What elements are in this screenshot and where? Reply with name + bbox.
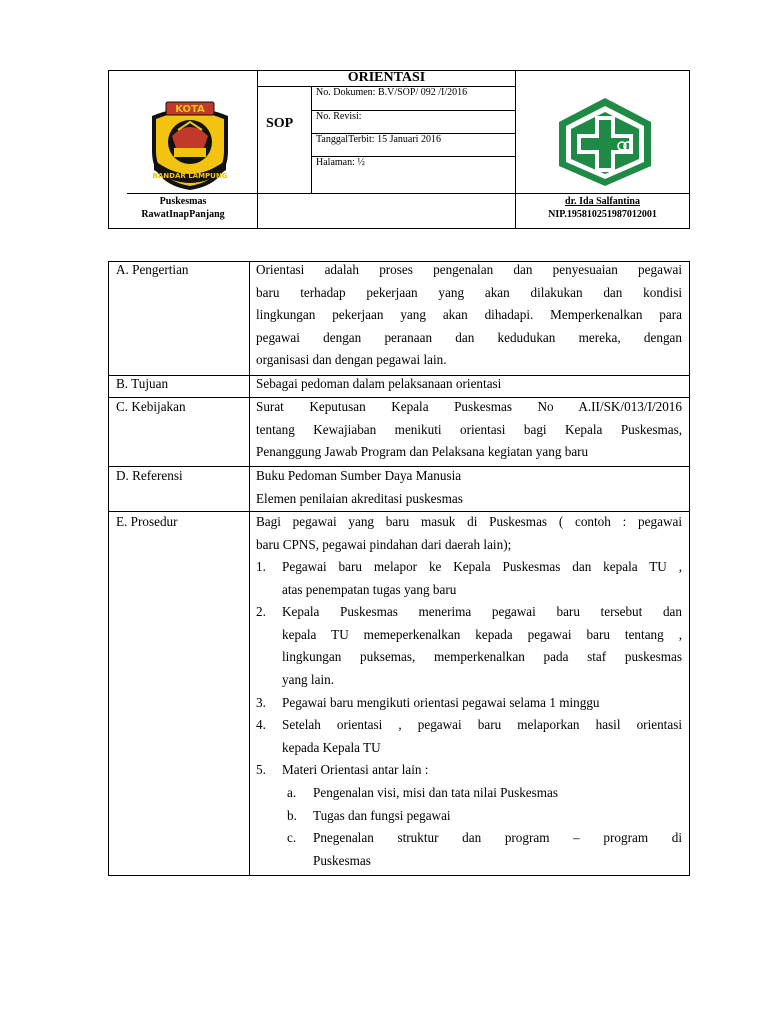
kebijakan-text	[256, 396, 682, 464]
org-name-line1: Puskesmas	[159, 196, 207, 207]
body-column-divider	[249, 261, 250, 876]
pengertian-line: Orientasi adalah proses pengenalan dan penyesuaian pegawai	[256, 262, 682, 277]
signer-name: dr. Ida Salfantina	[565, 196, 640, 207]
step-line: yang lain.	[282, 671, 335, 687]
header-border-right	[689, 70, 690, 229]
materi-line: Tugas dan fungsi pegawai	[313, 807, 451, 823]
prosedur-intro-line: Bagi pegawai yang baru masuk di Puskesmas ( contoh : pegawai	[256, 514, 682, 529]
body-border-left	[108, 261, 109, 876]
materi-item	[282, 782, 682, 805]
org-name	[109, 195, 257, 221]
pengertian-line: lingkungan pekerjaan yang akan dihadapi. Memperkenalkan para	[256, 307, 682, 323]
step-item	[256, 714, 682, 759]
prosedur-text	[256, 511, 682, 556]
step-item	[256, 556, 682, 601]
materi-item	[282, 827, 682, 872]
step-line: lingkungan puksemas, memperkenalkan pada staf puskesmas	[282, 649, 682, 665]
step-number: 5.	[256, 762, 266, 778]
emblem-ribbon-text: BANDAR LAMPUNG	[152, 172, 228, 180]
header-divider-1	[257, 70, 258, 229]
label-tujuan: B. Tujuan	[116, 376, 169, 391]
sop-cell-bottom	[257, 193, 515, 194]
referensi-line: Elemen penilaian akreditasi puskesmas	[256, 490, 463, 506]
step-number: 3.	[256, 694, 266, 710]
document-title: ORIENTASI	[347, 70, 426, 85]
label-referensi: D. Referensi	[116, 468, 183, 483]
pengertian-text	[256, 259, 682, 372]
emblem-top-text: KOTA	[175, 104, 205, 115]
tujuan-text: Sebagai pedoman dalam pelaksanaan orientasi	[256, 376, 502, 391]
org-name-line2: RawatInapPanjang	[141, 209, 225, 220]
revision-number: No. Revisi:	[316, 111, 362, 122]
puskesmas-logo-icon	[555, 96, 655, 188]
body-border-bottom	[108, 875, 690, 876]
issue-date: TanggalTerbit: 15 Januari 2016	[316, 134, 441, 145]
materi-sublist	[256, 782, 682, 872]
prosedur-intro-line: baru CPNS, pegawai pindahan dari daerah lain);	[256, 536, 512, 552]
step-item	[256, 601, 682, 691]
signer-nip: NIP.195810251987012001	[548, 209, 657, 220]
step-line: Pegawai baru melapor ke Kepala Puskesmas dan kepala TU ,	[282, 559, 682, 574]
step-line: Setelah orientasi , pegawai baru melaporkan hasil orientasi	[282, 717, 682, 733]
label-pengertian: A. Pengertian	[116, 262, 189, 277]
step-number: 1.	[256, 559, 266, 574]
header-border-bottom	[108, 228, 690, 229]
step-line: kepala TU memeperkenalkan kepada pegawai baru tentang ,	[282, 626, 682, 642]
referensi-line: Buku Pedoman Sumber Daya Manusia	[256, 468, 462, 483]
kebijakan-line: tentang Kewajiaban menikuti orientasi bagi Kepala Puskesmas,	[256, 421, 682, 437]
step-line: atas penempatan tugas yang baru	[282, 581, 457, 597]
step-line: Materi Orientasi antar lain :	[282, 762, 429, 778]
page-info: Halaman: ½	[316, 157, 365, 168]
materi-letter: c.	[287, 830, 297, 846]
body-border-right	[689, 261, 690, 876]
sop-label: SOP	[266, 116, 294, 131]
step-number: 2.	[256, 604, 266, 620]
kebijakan-line: Penanggung Jawab Program dan Pelaksana kegiatan yang baru	[256, 444, 589, 460]
step-line: Pegawai baru mengikuti orientasi pegawai selama 1 minggu	[282, 694, 600, 710]
step-line: Kepala Puskesmas menerima pegawai baru tersebut dan	[282, 604, 682, 620]
city-emblem-icon	[142, 96, 238, 192]
label-kebijakan: C. Kebijakan	[116, 399, 186, 414]
materi-line: Pnegenalan struktur dan program – program di	[313, 830, 682, 846]
materi-letter: b.	[287, 807, 297, 823]
pengertian-line: organisasi dan dengan pegawai lain.	[256, 352, 447, 368]
logo-cell-line	[127, 193, 257, 194]
prosedur-steps	[256, 556, 682, 872]
pengertian-line: baru terhadap pekerjaan yang akan dilakukan dan kondisi	[256, 284, 682, 300]
materi-line: Puskesmas	[313, 852, 371, 868]
doc-number: No. Dokumen: B.V/SOP/ 092 /I/2016	[316, 87, 468, 98]
step-item	[256, 759, 682, 782]
step-line: kepada Kepala TU	[282, 739, 381, 755]
kebijakan-line: Surat Keputusan Kepala Puskesmas No A.II/SK/013/I/2016	[256, 399, 682, 414]
header-divider-sop	[311, 86, 312, 193]
signer-block	[516, 195, 689, 221]
referensi-text	[256, 465, 463, 510]
step-number: 4.	[256, 717, 266, 733]
materi-line: Pengenalan visi, misi dan tata nilai Puskesmas	[313, 784, 559, 800]
label-prosedur: E. Prosedur	[116, 514, 178, 529]
pengertian-line: pegawai dengan peranaan dan kedudukan mereka, dengan	[256, 329, 682, 345]
materi-item	[282, 805, 682, 828]
step-item	[256, 692, 682, 715]
signer-cell-line	[515, 193, 690, 194]
materi-letter: a.	[287, 784, 297, 800]
